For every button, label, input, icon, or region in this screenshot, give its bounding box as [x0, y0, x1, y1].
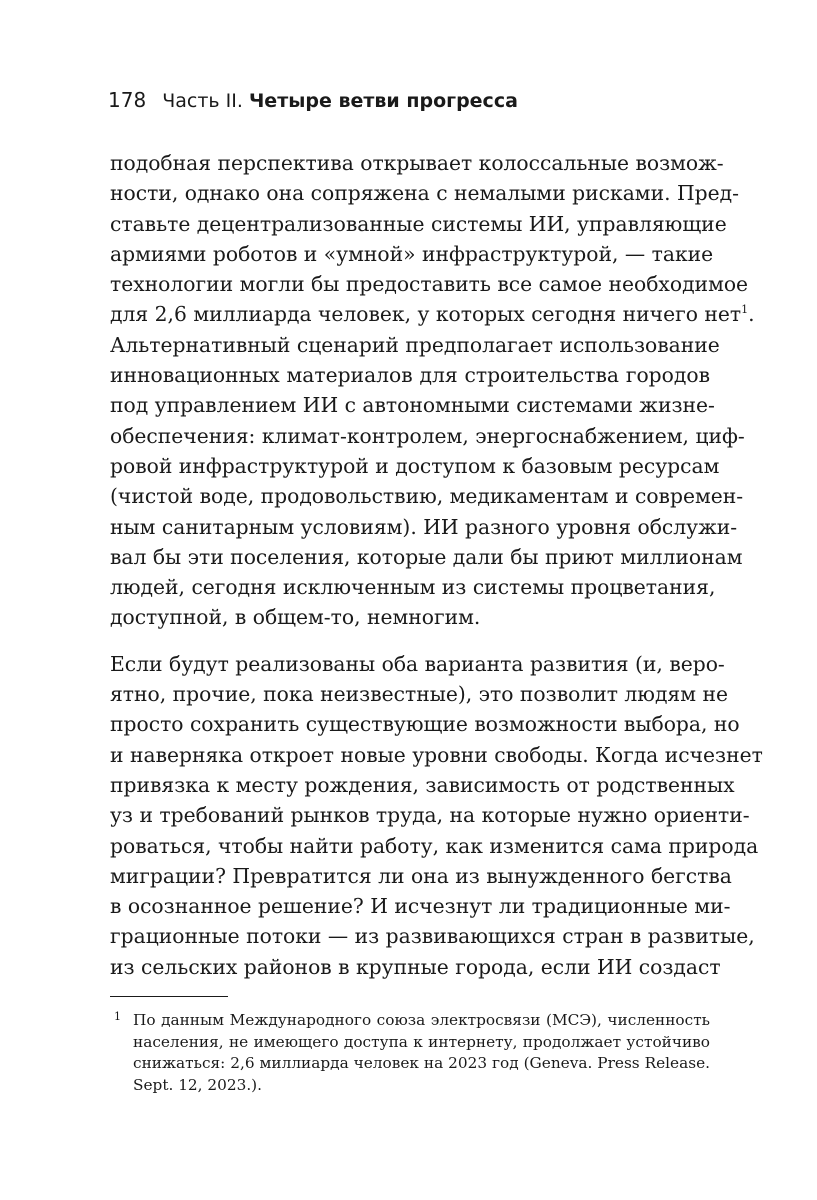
page-number: 178	[108, 88, 147, 112]
part-label: Часть II.	[162, 90, 243, 112]
paragraph	[110, 148, 755, 633]
text-line: ставьте децентрализованные системы ИИ, управляющие	[110, 211, 727, 236]
text-line: ным санитарным условиям). ИИ разного уровня обслужи-	[110, 514, 738, 539]
text-line: из сельских районов в крупные города, если ИИ создаст	[110, 954, 721, 979]
footnote-divider	[110, 996, 228, 997]
text-line: грационные потоки — из развивающихся стран в развитые,	[110, 924, 755, 949]
text-line: доступной, в общем-то, немногим.	[110, 605, 481, 630]
text-line: миграции? Превратится ли она из вынужденного бегства	[110, 863, 732, 888]
text-line: технологии могли бы предоставить все самое необходимое	[110, 272, 749, 297]
text-line: просто сохранить существующие возможности выбора, но	[110, 712, 740, 737]
text-line: роваться, чтобы найти работу, как изменится сама природа	[110, 833, 759, 858]
running-head	[108, 86, 518, 115]
part-title: Четыре ветви прогресса	[248, 90, 518, 112]
text-line: в осознанное решение? И исчезнут ли традиционные ми-	[110, 894, 731, 919]
text-line: вал бы эти поселения, которые дали бы приют миллионам	[110, 544, 743, 569]
paragraph-gap	[110, 633, 710, 649]
text-line: ности, однако она сопряжена с немалыми рисками. Пред-	[110, 181, 739, 206]
text-line: Альтернативный сценарий предполагает использование	[110, 332, 720, 357]
footnote-line: снижаться: 2,6 миллиарда человек на 2023 год (Geneva. Press Release.	[133, 1054, 710, 1073]
text-line: инновационных материалов для строительства городов	[110, 363, 710, 388]
body-text	[110, 148, 763, 982]
paragraph	[110, 649, 763, 982]
footnote-line: Sept. 12, 2023.).	[133, 1075, 263, 1094]
footnote-line: населения, не имеющего доступа к интернету, продолжает устойчиво	[133, 1032, 710, 1051]
text-fragment: для 2,6 миллиарда человек, у которых сегодня ничего нет	[110, 302, 742, 327]
text-line: уз и требований рынков труда, на которые нужно ориенти-	[110, 803, 750, 828]
footnote-text	[133, 1010, 710, 1096]
text-line: обеспечения: климат-контролем, энергоснабжением, циф-	[110, 423, 745, 448]
footnote-line: По данным Международного союза электросвязи (МСЭ), численность	[133, 1011, 710, 1029]
text-line: и наверняка откроет новые уровни свободы. Когда исчезнет	[110, 742, 763, 767]
text-fragment: .	[748, 302, 755, 327]
text-line: Если будут реализованы оба варианта развития (и, веро-	[110, 651, 725, 676]
text-line: подобная перспектива открывает колоссальные возмож-	[110, 151, 724, 175]
footnote-mark: 1	[114, 1010, 121, 1023]
footnote	[110, 1010, 710, 1096]
footnote-reference[interactable]: 1	[741, 303, 749, 317]
text-line: ровой инфраструктурой и доступом к базовым ресурсам	[110, 453, 720, 478]
text-line: армиями роботов и «умной» инфраструктурой, — такие	[110, 241, 714, 266]
text-line: людей, сегодня исключенным из системы процветания,	[110, 575, 716, 600]
text-line-with-footnote	[110, 299, 755, 329]
text-line: ятно, прочие, пока неизвестные), это позволит людям не	[110, 682, 728, 707]
text-line: под управлением ИИ с автономными системами жизне-	[110, 393, 715, 418]
text-line: привязка к месту рождения, зависимость от родственных	[110, 772, 735, 797]
text-line: (чистой воде, продовольствию, медикаментам и современ-	[110, 484, 744, 509]
